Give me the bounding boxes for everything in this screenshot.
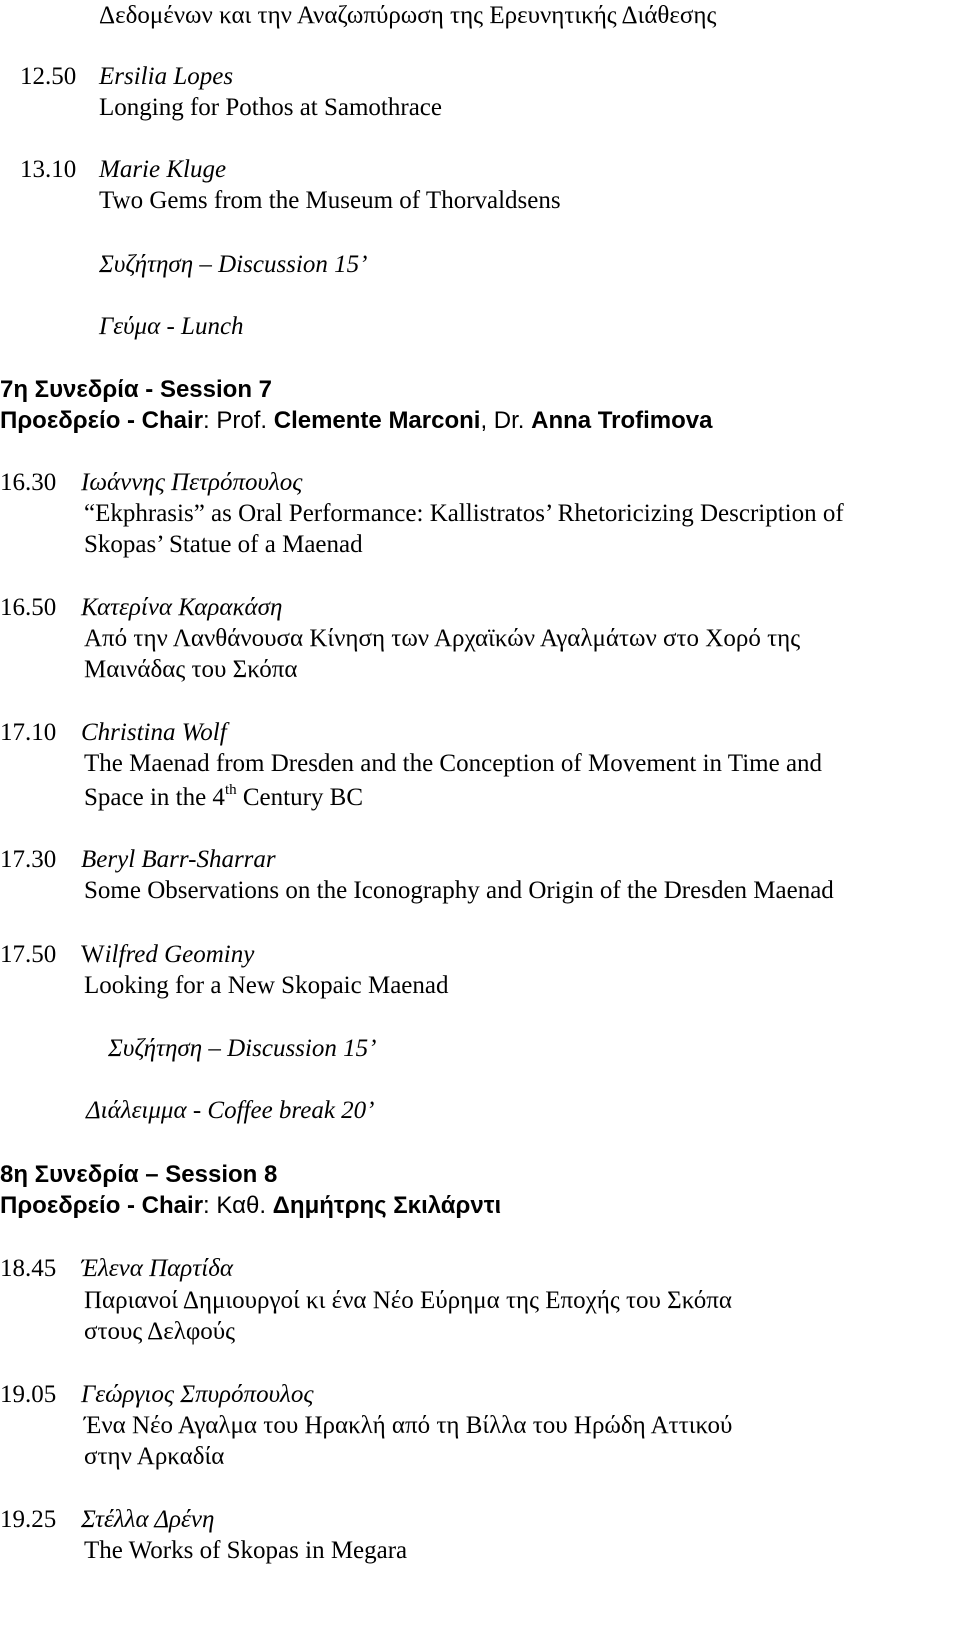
talk-title: Μαινάδας του Σκόπα xyxy=(84,656,298,683)
talk-time: 19.05 xyxy=(0,1381,57,1408)
talk-title: Looking for a New Skopaic Maenad xyxy=(84,972,449,999)
talk-speaker: Έλενα Παρτίδα xyxy=(81,1255,233,1282)
previous-talk-title-tail: Δεδομένων και την Αναζωπύρωση της Ερευνητικής Διάθεσης xyxy=(99,2,717,29)
talk-time: 16.30 xyxy=(0,469,57,496)
chair-name: Clemente Marconi xyxy=(273,407,481,434)
chair-separator: : xyxy=(203,407,210,434)
talk-1925-header xyxy=(0,1505,214,1535)
talk-title: Some Observations on the Iconography and Origin of the Dresden Maenad xyxy=(84,877,834,904)
talk-speaker: Κατερίνα Καρακάση xyxy=(81,594,283,621)
talk-1710-header xyxy=(0,718,227,748)
title-part: Space in the 4 xyxy=(84,784,225,811)
session-8-heading: 8η Συνεδρία – Session 8 xyxy=(0,1161,278,1188)
talk-title: στην Αρκαδία xyxy=(84,1443,225,1470)
chair-title: Καθ. xyxy=(216,1192,273,1219)
talk-speaker-initial: W xyxy=(81,941,105,968)
talk-title: Από την Λανθάνουσα Κίνηση των Αρχαϊκών Αγαλμάτων στο Χορό της xyxy=(84,625,801,652)
talk-1905-header xyxy=(0,1380,314,1410)
talk-title xyxy=(84,783,363,813)
talk-title: The Works of Skopas in Megara xyxy=(84,1537,408,1564)
session-7-heading: 7η Συνεδρία - Session 7 xyxy=(0,376,272,403)
talk-speaker: Στέλλα Δρένη xyxy=(81,1506,215,1533)
chair-name: Anna Trofimova xyxy=(531,407,713,434)
chair-separator: : xyxy=(203,1192,217,1219)
talk-time: 18.45 xyxy=(0,1255,57,1282)
talk-time: 17.30 xyxy=(0,846,57,873)
discussion-break: Συζήτηση – Discussion 15’ xyxy=(108,1035,377,1062)
session-8-chair xyxy=(0,1191,501,1221)
talk-speaker: Christina Wolf xyxy=(81,719,227,746)
chair-title-prof: Prof. xyxy=(209,407,274,434)
ordinal-superscript: th xyxy=(224,782,237,798)
talk-1630-header xyxy=(0,468,302,498)
talk-time: 13.10 xyxy=(20,156,77,183)
lunch-break: Γεύμα - Lunch xyxy=(99,313,244,340)
chair-title-dr: , Dr. xyxy=(480,407,532,434)
discussion-break: Συζήτηση – Discussion 15’ xyxy=(99,251,368,278)
talk-1730-header xyxy=(0,845,276,875)
talk-title: στους Δελφούς xyxy=(84,1318,236,1345)
talk-time: 12.50 xyxy=(20,63,77,90)
title-part: Century BC xyxy=(236,784,364,811)
session-7-chair xyxy=(0,406,712,436)
talk-speaker: Beryl Barr-Sharrar xyxy=(81,846,276,873)
talk-time: 17.10 xyxy=(0,719,57,746)
chair-label: Προεδρείο - Chair xyxy=(0,1192,204,1219)
talk-speaker: Γεώργιος Σπυρόπουλος xyxy=(81,1381,314,1408)
talk-speaker: Marie Kluge xyxy=(99,156,227,183)
chair-name: Δημήτρης Σκιλάρντι xyxy=(272,1192,502,1219)
talk-title: Two Gems from the Museum of Thorvaldsens xyxy=(99,187,561,214)
chair-label: Προεδρείο - Chair xyxy=(0,407,204,434)
talk-speaker: Ιωάννης Πετρόπουλος xyxy=(81,469,303,496)
talk-1750-header xyxy=(0,940,254,970)
talk-time: 19.25 xyxy=(0,1506,57,1533)
coffee-break: Διάλειμμα - Coffee break 20’ xyxy=(86,1097,375,1124)
talk-speaker: Ersilia Lopes xyxy=(99,63,234,90)
talk-speaker: ilfred Geominy xyxy=(104,941,255,968)
talk-title: The Maenad from Dresden and the Conception of Movement in Time and xyxy=(84,750,823,777)
talk-1650-header xyxy=(0,593,282,623)
talk-title: Ένα Νέο Αγαλμα του Ηρακλή από τη Βίλλα του Ηρώδη Αττικού xyxy=(84,1412,733,1439)
talk-title: Skopas’ Statue of a Maenad xyxy=(84,531,363,558)
talk-1250-header xyxy=(20,62,233,92)
talk-title: “Ekphrasis” as Oral Performance: Kallistratos’ Rhetoricizing Description of xyxy=(84,500,844,527)
talk-title: Παριανοί Δημιουργοί κι ένα Νέο Εύρημα της Εποχής του Σκόπα xyxy=(84,1287,732,1314)
talk-1310-header xyxy=(20,155,226,185)
talk-time: 17.50 xyxy=(0,941,57,968)
talk-time: 16.50 xyxy=(0,594,57,621)
talk-title: Longing for Pothos at Samothrace xyxy=(99,94,442,121)
talk-1845-header xyxy=(0,1254,233,1284)
